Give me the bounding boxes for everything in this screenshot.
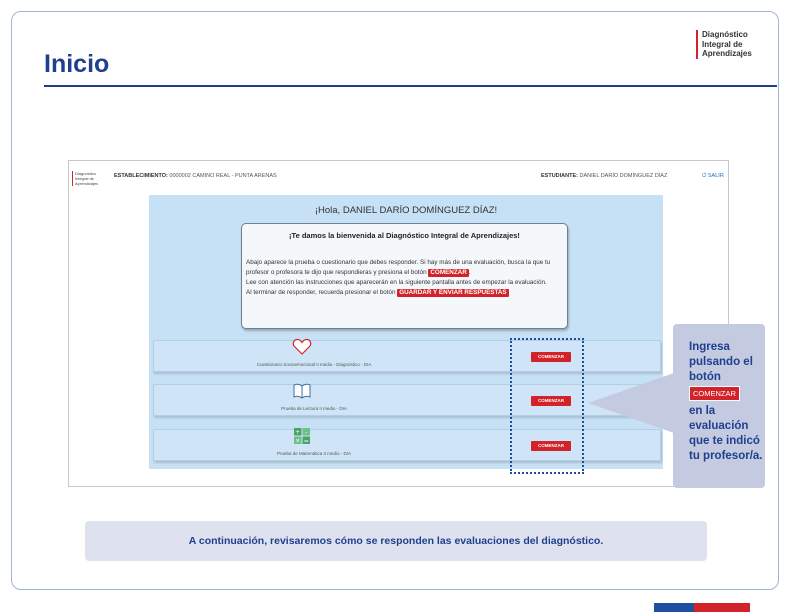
welcome-p1-text: Abajo aparece la prueba o cuestionario que debes responder. Si hay más de una evaluación, busca la que tu profesor o profesora te dijo que respondieras y presiona el botón xyxy=(246,259,551,276)
welcome-p3-text: Al terminar de responder, recuerda presionar el botón xyxy=(246,289,396,296)
comenzar-button[interactable]: COMENZAR xyxy=(531,352,571,362)
footer-banner xyxy=(85,521,707,561)
welcome-paragraph-1 xyxy=(246,258,564,278)
main-panel xyxy=(149,195,663,469)
svg-text:+: + xyxy=(295,429,301,436)
app-screenshot xyxy=(68,160,729,487)
brand-logo-line: Integral de xyxy=(702,39,743,49)
app-logo-line: Diagnóstico xyxy=(75,171,96,176)
flag-stripe-blue xyxy=(654,603,694,612)
footer-text: A continuación, revisaremos cómo se responden las evaluaciones del diagnóstico. xyxy=(188,535,604,547)
callout-comenzar-button: COMENZAR xyxy=(689,386,740,401)
callout-text xyxy=(689,340,764,464)
establishment-label: ESTABLECIMIENTO: xyxy=(114,173,168,179)
brand-logo-line: Diagnóstico xyxy=(702,30,748,39)
welcome-paragraph-2: Lee con atención las instrucciones que aparecerán en la siguiente pantalla antes de empezar la evaluación. xyxy=(246,279,547,286)
app-logo-line: Integral de xyxy=(75,176,94,181)
page-title: Inicio xyxy=(44,50,110,78)
heart-icon xyxy=(292,338,312,356)
power-icon: ⏻ xyxy=(702,173,707,179)
evaluation-card xyxy=(153,384,661,416)
callout-box xyxy=(673,324,765,488)
evaluation-card-label: Prueba de Matemática II medio - DIA xyxy=(276,451,352,456)
welcome-title: ¡Te damos la bienvenida al Diagnóstico Integral de Aprendizajes! xyxy=(289,231,520,240)
app-logo xyxy=(72,171,98,186)
callout-pointer xyxy=(588,373,674,433)
welcome-paragraph-3 xyxy=(246,288,564,298)
save-send-pill: GUARDAR Y ENVIAR RESPUESTAS xyxy=(399,289,507,296)
math-icon xyxy=(292,427,312,445)
logout-label: SALIR xyxy=(707,173,724,179)
greeting: ¡Hola, DANIEL DARÍO DOMÍNGUEZ DÍAZ! xyxy=(314,205,498,216)
logout-button[interactable] xyxy=(702,173,724,180)
comenzar-pill: COMENZAR xyxy=(430,269,467,276)
flag-stripe-red xyxy=(694,603,750,612)
student-info xyxy=(541,173,667,179)
brand-logo-line: Aprendizajes xyxy=(702,49,752,58)
app-topbar xyxy=(69,161,728,191)
evaluation-card xyxy=(153,429,661,461)
welcome-p1-end: . xyxy=(468,269,471,276)
establishment-info xyxy=(114,173,277,179)
student-value: DANIEL DARÍO DOMÍNGUEZ DÍAZ xyxy=(579,173,668,179)
comenzar-button[interactable]: COMENZAR xyxy=(531,441,571,451)
app-logo-line: Aprendizajes xyxy=(75,181,99,186)
comenzar-button[interactable]: COMENZAR xyxy=(531,396,571,406)
callout-text-after: en la evaluación que te indicó tu profesor/a. xyxy=(689,405,763,462)
evaluation-card-label: Prueba de Lectura II medio - DIA xyxy=(281,406,347,411)
svg-text:×: × xyxy=(295,437,301,445)
svg-text:=: = xyxy=(303,437,309,445)
book-icon xyxy=(292,382,312,400)
brand-logo xyxy=(696,30,752,59)
highlight-box xyxy=(510,338,584,474)
title-divider xyxy=(44,85,777,87)
welcome-box xyxy=(241,223,568,329)
student-label: ESTUDIANTE: xyxy=(541,173,578,179)
welcome-text xyxy=(246,258,564,298)
evaluation-card xyxy=(153,340,661,372)
svg-text:-: - xyxy=(305,429,308,436)
callout-text-before: Ingresa pulsando el botón xyxy=(689,341,753,383)
evaluation-card-label: Cuestionario Socioemocional II medio - Diagnóstico - DIA xyxy=(256,362,372,367)
establishment-value: 0000002 CAMINO REAL - PUNTA ARENAS xyxy=(169,173,277,179)
